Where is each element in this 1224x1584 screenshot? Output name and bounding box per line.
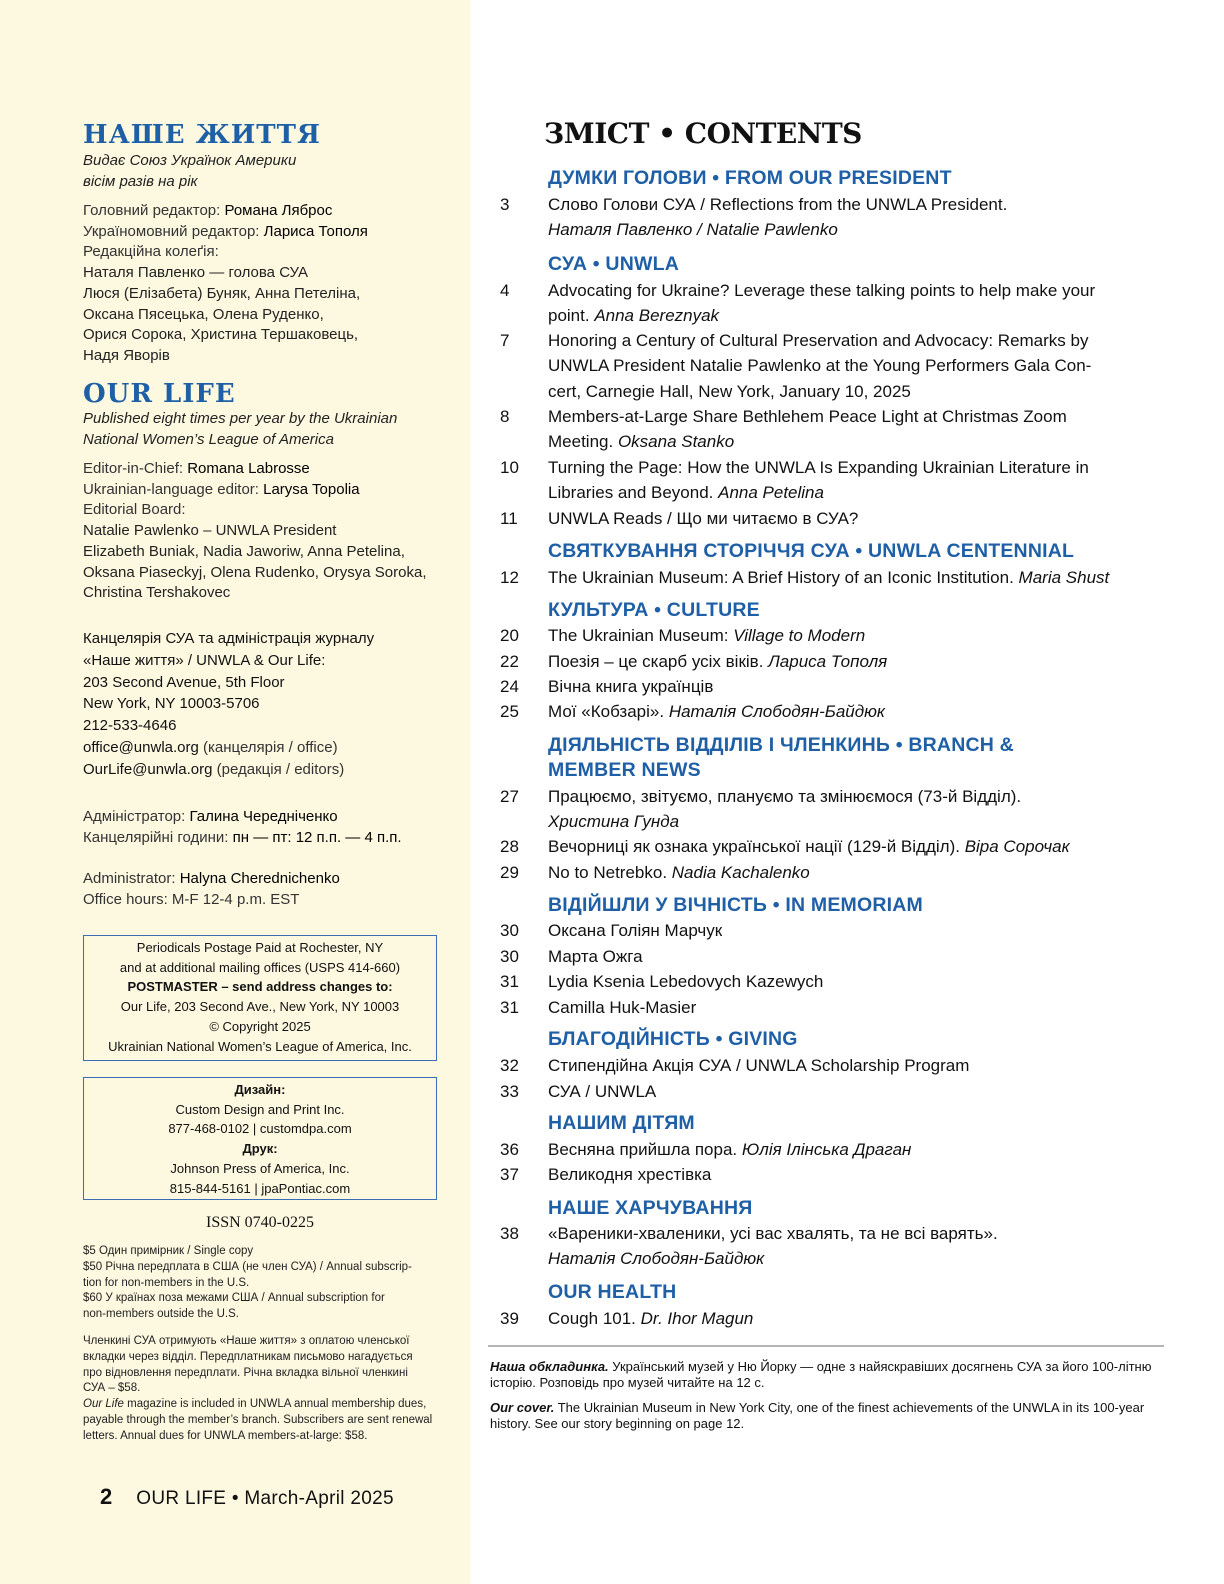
section-heading: [548, 1111, 1108, 1136]
email-ourlife-link[interactable]: OurLife@unwla.org: [83, 760, 213, 778]
email-office-row: [83, 737, 463, 759]
section-heading-line: БЛАГОДІЙНІСТЬ • GIVING: [548, 1028, 798, 1050]
design-print-box: [83, 1077, 437, 1200]
tagline-line: Published eight times per year by the Ukrainian: [83, 410, 398, 427]
toc-entry[interactable]: [500, 1053, 1140, 1078]
toc-page-number: 24: [500, 677, 519, 696]
section-heading: [548, 252, 1108, 277]
staff-label: Україномовний редактор:: [83, 222, 264, 240]
toc-title-text: Весняна прийшла пора.: [548, 1140, 742, 1159]
address-line: Канцелярія СУА та адміністрація журналу: [83, 630, 375, 647]
toc-entry-line: [548, 834, 1138, 859]
email-office-note: (канцелярія / office): [198, 738, 338, 756]
section-heading: [548, 733, 1108, 783]
membership-note: [83, 1334, 435, 1445]
toc-entry-title: [548, 455, 1138, 506]
toc-entry-line: [548, 944, 1138, 969]
toc-entry-title: [548, 674, 1138, 699]
section-heading: [548, 539, 1108, 564]
note-line: letters. Annual dues for UNWLA members-at-large: $58.: [83, 1429, 368, 1442]
board-member: Люся (Елізабета) Буняк, Анна Петеліна,: [83, 284, 361, 302]
toc-title-text: No to Netrebko.: [548, 863, 672, 882]
toc-author: Oksana Stanko: [617, 432, 735, 452]
print-label: Друк:: [242, 1141, 278, 1157]
toc-entry-line: [548, 674, 1138, 699]
toc-entry-title: [548, 918, 1138, 943]
masthead-sidebar: [0, 0, 470, 1584]
administrator-ua: [83, 807, 463, 848]
toc-page-number: 7: [500, 331, 510, 350]
postage-line: Our Life, 203 Second Ave., New York, NY 10003: [120, 999, 400, 1015]
running-head: OUR LIFE • March-April 2025: [136, 1488, 394, 1509]
price-line: non-members outside the U.S.: [83, 1308, 239, 1321]
note-line: [83, 1397, 435, 1413]
design-contact: 877-468-0102 | customdpa.com: [168, 1121, 352, 1137]
cover-note-ua: [490, 1359, 1170, 1391]
toc-page-number: 37: [500, 1165, 519, 1184]
staff-row: [83, 222, 463, 243]
toc-page-number: 29: [500, 863, 519, 882]
toc-entry-line: [548, 192, 1138, 217]
staff-value: Larysa Topolia: [263, 480, 360, 498]
staff-label: Editor-in-Chief:: [83, 460, 188, 477]
staff-row: [83, 500, 463, 521]
postage-box: [83, 935, 437, 1061]
section-heading: [548, 1280, 1108, 1305]
section-heading-line: ДІЯЛЬНІСТЬ ВІДДІЛІВ І ЧЛЕНКИНЬ • BRANCH &: [548, 734, 1014, 756]
toc-title-text: Lydia Ksenia Lebedovych Kazewych: [548, 972, 824, 991]
toc-page-number: 4: [500, 281, 510, 300]
staff-label: Ukrainian-language editor:: [83, 480, 264, 498]
toc-entry-line: [548, 809, 1138, 834]
toc-entry-line: [548, 1162, 1138, 1187]
toc-entry[interactable]: [500, 969, 1140, 994]
toc-entry[interactable]: [500, 1162, 1140, 1187]
price-line: $60 У країнах поза межами США / Annual subscription for: [83, 1292, 385, 1305]
toc-title-text: UNWLA Reads / Що ми читаємо в СУА?: [548, 509, 859, 528]
toc-entry-line: [548, 1079, 1138, 1104]
toc-entry-line: [548, 969, 1138, 994]
toc-title-text: Advocating for Ukraine? Leverage these talking points to help make your: [548, 281, 1096, 300]
toc-entry-line: [548, 429, 1138, 454]
page-number: 2: [100, 1484, 113, 1509]
toc-entry[interactable]: [500, 834, 1140, 859]
toc-entry-line: [548, 303, 1138, 328]
toc-title-text: Слово Голови СУА / Reflections from the UNWLA President.: [548, 195, 1008, 214]
toc-title-text: Meeting.: [548, 432, 618, 452]
toc-title-text: UNWLA President Natalie Pawlenko at the Young Performers Gala Con-: [548, 356, 1092, 376]
toc-entry[interactable]: [500, 328, 1140, 404]
board-member: Natalie Pawlenko – UNWLA President: [83, 522, 337, 540]
toc-title-text: «Вареники-хваленики, усі вас хвалять, та не всі варять».: [548, 1224, 998, 1243]
price-line: $50 Річна передплата в США (не член СУА) / Annual subscrip-: [83, 1260, 412, 1273]
section-heading: [548, 1027, 1108, 1052]
toc-entry[interactable]: [500, 699, 1140, 724]
price-line: $5 Один примірник / Single copy: [83, 1245, 254, 1257]
postage-line: Periodicals Postage Paid at Rochester, NY: [136, 940, 384, 955]
office-address: [83, 628, 463, 781]
toc-page-number: 10: [500, 458, 519, 477]
toc-title-text: cert, Carnegie Hall, New York, January 10, 2025: [548, 381, 911, 401]
toc-author: Anna Bereznyak: [594, 306, 720, 326]
toc-entry-title: [548, 944, 1138, 969]
toc-page-number: 38: [500, 1224, 519, 1243]
admin-row: [83, 869, 463, 890]
cover-text-ua: Український музей у Ню Йорку — одне з найяскравіших досягнень СУА за його 100-літню історію. Розповідь про музей читайте на 12 с.: [490, 1359, 1152, 1390]
section-heading-line: ВІДІЙШЛИ У ВІЧНІСТЬ • IN MEMORIAM: [548, 894, 923, 916]
issn: ISSN 0740-0225: [205, 1214, 314, 1231]
toc-author: Віра Сорочак: [964, 837, 1070, 856]
magazine-name: Our Life: [83, 1398, 124, 1411]
toc-author: Dr. Ihor Magun: [640, 1309, 754, 1328]
design-label: Дизайн:: [234, 1082, 286, 1097]
toc-entry-line: [548, 455, 1138, 480]
toc-author: Anna Petelina: [718, 483, 824, 503]
toc-entry-line: [548, 995, 1138, 1020]
toc-title-text: The Ukrainian Museum:: [548, 626, 734, 645]
toc-entry-title: [548, 1162, 1138, 1187]
administrator-en: [83, 869, 463, 910]
toc-page-number: 20: [500, 626, 519, 645]
tagline-ua: [83, 150, 443, 192]
toc-entry[interactable]: [500, 995, 1140, 1020]
note-line: вкладки через відділ. Передплатникам письмово нагадується: [83, 1350, 413, 1363]
price-line: tion for non-members in the U.S.: [83, 1276, 250, 1289]
toc-entry-title: [548, 1306, 1138, 1331]
note-line: Членкині СУА отримують «Наше життя» з оплатою членської: [83, 1335, 410, 1347]
toc-page-number: 25: [500, 702, 519, 721]
toc-author: Христина Гунда: [548, 812, 680, 832]
print-contact: 815-844-5161 | jpaPontiac.com: [169, 1180, 351, 1196]
toc-page-number: 22: [500, 652, 519, 671]
toc-entry-line: [548, 404, 1138, 429]
staff-row: [83, 480, 463, 501]
toc-page-number: 32: [500, 1056, 519, 1075]
toc-entry-title: [548, 565, 1138, 590]
toc-author: Наталія Слободян-Байдюк: [548, 1249, 765, 1269]
toc-entry-line: [548, 353, 1138, 378]
masthead-title-en: OUR LIFE: [83, 379, 236, 409]
staff-value: Romana Labrosse: [187, 460, 310, 477]
board-member: Christina Tershakovec: [83, 584, 231, 602]
toc-entry-line: [548, 699, 1138, 724]
toc-page-number: 27: [500, 787, 519, 806]
copyright-line: © Copyright 2025: [209, 1018, 311, 1034]
toc-title-text: Поезія – це скарб усіх віків.: [548, 652, 769, 671]
board-member: Оксана Пясецька, Олена Руденко,: [83, 305, 324, 323]
toc-entry-title: [548, 623, 1138, 648]
cover-note-en: [490, 1400, 1170, 1432]
design-company: Custom Design and Print Inc.: [175, 1101, 345, 1117]
toc-entry-line: [548, 217, 1138, 242]
postage-line: Ukrainian National Women’s League of America, Inc.: [108, 1038, 412, 1054]
toc-entry[interactable]: [500, 1221, 1140, 1272]
toc-entry[interactable]: [500, 1079, 1140, 1104]
toc-entry-line: [548, 379, 1138, 404]
hours-label: Канцелярійні години:: [83, 828, 233, 846]
toc-entry-line: [548, 328, 1138, 353]
toc-entry-line: [548, 565, 1138, 590]
staff-value: Лариса Тополя: [263, 222, 368, 240]
toc-page-number: 12: [500, 568, 519, 587]
toc-page-number: 3: [500, 195, 510, 214]
toc-entry[interactable]: [500, 278, 1140, 329]
hours-value: пн — пт: 12 п.п. — 4 п.п.: [232, 828, 402, 846]
toc-entry-title: [548, 969, 1138, 994]
section-heading: [548, 166, 1108, 191]
toc-entry-title: [548, 192, 1138, 243]
toc-title-text: Мої «Кобзарі».: [548, 702, 669, 721]
section-heading-line: OUR HEALTH: [548, 1281, 677, 1303]
address-line: «Наше життя» / UNWLA & Our Life:: [83, 651, 326, 669]
toc-page-number: 30: [500, 947, 519, 966]
toc-entry-title: [548, 784, 1138, 835]
cover-text-en: The Ukrainian Museum in New York City, one of the finest achievements of the UNWLA in its 100-year history. See our story beginning on page 12.: [490, 1400, 1145, 1431]
toc-page-number: 30: [500, 921, 519, 940]
toc-title-text: Марта Ожга: [548, 947, 643, 966]
toc-entry-title: [548, 278, 1138, 329]
section-heading-line: ДУМКИ ГОЛОВИ • FROM OUR PRESIDENT: [548, 167, 952, 189]
toc-entry-line: [548, 1053, 1138, 1078]
board-member: Oksana Piaseckyj, Olena Rudenko, Orysya Soroka,: [83, 563, 427, 581]
toc-entry-line: [548, 860, 1138, 885]
toc-entry[interactable]: [500, 1137, 1140, 1162]
note-line: payable through the member’s branch. Subscribers are sent renewal: [83, 1413, 433, 1426]
toc-entry-title: [548, 1079, 1138, 1104]
toc-title-text: The Ukrainian Museum: A Brief History of an Iconic Institution.: [548, 568, 1019, 587]
toc-title-text: Вічна книга українців: [548, 677, 714, 696]
toc-entry[interactable]: [500, 918, 1140, 943]
toc-entry-line: [548, 1306, 1138, 1331]
toc-entry-line: [548, 918, 1138, 943]
tagline-en: [83, 408, 443, 450]
toc-entry-line: [548, 649, 1138, 674]
toc-title-text: Оксана Голіян Марчук: [548, 921, 723, 940]
address-line: 203 Second Avenue, 5th Floor: [83, 673, 285, 691]
toc-title-text: Великодня хрестівка: [548, 1165, 712, 1184]
email-office-link[interactable]: office@unwla.org: [83, 738, 199, 756]
toc-title-text: Members-at-Large Share Bethlehem Peace Light at Christmas Zoom: [548, 407, 1067, 426]
toc-entry-line: [548, 480, 1138, 505]
toc-title-text: Turning the Page: How the UNWLA Is Expanding Ukrainian Literature in: [548, 458, 1089, 477]
section-heading-line: КУЛЬТУРА • CULTURE: [548, 599, 760, 621]
print-company: Johnson Press of America, Inc.: [170, 1160, 350, 1176]
section-heading-line: НАШЕ ХАРЧУВАННЯ: [548, 1197, 753, 1219]
toc-author: Наталія Слободян-Байдюк: [668, 702, 885, 721]
toc-entry[interactable]: [500, 404, 1140, 455]
section-heading-line: НАШИМ ДІТЯМ: [548, 1112, 695, 1134]
toc-entry[interactable]: [500, 455, 1140, 506]
admin-value: Halyna Cherednichenko: [179, 870, 340, 887]
staff-label: Editorial Board:: [83, 501, 186, 519]
board-member: Орися Сорока, Христина Тершаковець,: [83, 326, 359, 344]
toc-entry-line: [548, 1221, 1138, 1246]
page-footer: [100, 1484, 394, 1510]
toc-entry-title: [548, 404, 1138, 455]
phone-number: 212-533-4646: [83, 717, 177, 735]
admin-label: Administrator:: [83, 870, 180, 887]
toc-entry-title: [548, 1137, 1138, 1162]
tagline-line: National Women’s League of America: [83, 431, 334, 448]
masthead-title-ua: НАШЕ ЖИТТЯ: [83, 120, 321, 150]
toc-entry-title: [548, 328, 1138, 404]
tagline-line: вісім разів на рік: [83, 173, 198, 190]
toc-page-number: 36: [500, 1140, 519, 1159]
admin-value: Галина Чередніченко: [189, 808, 338, 825]
toc-page-number: 11: [500, 509, 518, 528]
note-line: СУА – $58.: [83, 1382, 141, 1395]
hours-row: [83, 828, 463, 849]
toc-page-number: 31: [500, 972, 519, 991]
toc-entry-title: [548, 649, 1138, 674]
board-member: Наталя Павленко — голова СУА: [83, 264, 309, 282]
toc-title-text: СУА / UNWLA: [548, 1082, 657, 1101]
subscription-prices: [83, 1244, 435, 1323]
toc-entry[interactable]: [500, 944, 1140, 969]
toc-entry-title: [548, 506, 1138, 531]
toc-title-text: Працюємо, звітуємо, плануємо та змінюємося (73-й Відділ).: [548, 787, 1022, 806]
toc-entry-line: [548, 623, 1138, 648]
toc-entry-title: [548, 834, 1138, 859]
address-line: New York, NY 10003-5706: [83, 695, 260, 713]
toc-entry[interactable]: [500, 649, 1140, 674]
board-member: Надя Яворів: [83, 346, 170, 364]
postmaster-line: POSTMASTER – send address changes to:: [127, 979, 393, 995]
section-heading-line: СВЯТКУВАННЯ СТОРІЧЧЯ СУА • UNWLA CENTENNIAL: [548, 540, 1075, 562]
toc-entry[interactable]: [500, 506, 1140, 531]
toc-entry-line: [548, 784, 1138, 809]
note-text: magazine is included in UNWLA annual membership dues,: [123, 1398, 427, 1411]
hours-row: Office hours: M-F 12-4 p.m. EST: [83, 890, 300, 908]
staff-row: [83, 242, 463, 263]
toc-page-number: 28: [500, 837, 519, 856]
toc-entry[interactable]: [500, 674, 1140, 699]
toc-entry-line: [548, 278, 1138, 303]
staff-label: Головний редактор:: [83, 202, 225, 219]
section-heading-line: MEMBER NEWS: [548, 759, 701, 781]
postage-line: and at additional mailing offices (USPS 414-660): [119, 959, 401, 975]
toc-entry-line: [548, 1137, 1138, 1162]
section-heading: [548, 893, 1108, 918]
toc-entry-title: [548, 1053, 1138, 1078]
toc-entry-title: [548, 1221, 1138, 1272]
section-heading: [548, 1196, 1108, 1221]
cover-label-ua: Наша обкладинка.: [490, 1359, 609, 1374]
email-ourlife-note: (редакція / editors): [212, 760, 345, 778]
staff-ua: [83, 201, 463, 367]
toc-page-number: 39: [500, 1309, 519, 1328]
toc-author: Наталя Павленко / Natalie Pawlenko: [548, 220, 838, 240]
note-line: про відновлення передплати. Річна вкладка вільної членкині: [83, 1366, 408, 1379]
board-member: Elizabeth Buniak, Nadia Jaworiw, Anna Petelina,: [83, 542, 405, 560]
toc-entry[interactable]: [500, 192, 1140, 243]
toc-title-text: Cough 101.: [548, 1309, 641, 1328]
toc-title-text: Honoring a Century of Cultural Preservation and Advocacy: Remarks by: [548, 331, 1089, 350]
toc-title-text: Стипендійна Акція СУА / UNWLA Scholarship Program: [548, 1056, 970, 1075]
staff-label: Редакційна колеґія:: [83, 243, 219, 261]
toc-page-number: 33: [500, 1082, 519, 1101]
cover-label-en: Our cover.: [490, 1400, 555, 1415]
toc-author: Village to Modern: [733, 626, 866, 645]
toc-page-number: 8: [500, 407, 510, 426]
toc-entry[interactable]: [500, 623, 1140, 648]
admin-row: [83, 807, 463, 828]
email-ourlife-row: [83, 759, 463, 781]
section-heading-line: СУА • UNWLA: [548, 253, 679, 275]
toc-entry-title: [548, 995, 1138, 1020]
toc-author: Юлія Ілінська Драган: [741, 1140, 912, 1159]
staff-row: [83, 459, 463, 480]
toc-entry-line: [548, 1246, 1138, 1271]
tagline-line: Видає Союз Українок Америки: [83, 152, 297, 169]
toc-title-text: Вечорниці як ознака української нації (129-й Відділ).: [548, 837, 965, 856]
toc-title-text: Camilla Huk-Masier: [548, 998, 697, 1017]
toc-title-text: Libraries and Beyond.: [548, 483, 719, 503]
staff-value: Романа Ляброс: [224, 202, 333, 219]
toc-author: Maria Shust: [1018, 568, 1110, 587]
toc-page-number: 31: [500, 998, 519, 1017]
toc-author: Nadia Kachalenko: [671, 863, 810, 882]
toc-entry[interactable]: [500, 860, 1140, 885]
toc-title-text: point.: [548, 306, 595, 326]
staff-row: [83, 201, 463, 222]
admin-label: Адміністратор:: [83, 808, 190, 825]
contents-title: ЗМІСТ • CONTENTS: [544, 117, 862, 150]
toc-entry-line: [548, 506, 1138, 531]
toc-entry[interactable]: [500, 1306, 1140, 1331]
toc-entry[interactable]: [500, 784, 1140, 835]
divider: [488, 1345, 1164, 1347]
section-heading: [548, 598, 1108, 623]
toc-entry-title: [548, 699, 1138, 724]
toc-entry[interactable]: [500, 565, 1140, 590]
toc-author: Лариса Тополя: [768, 652, 888, 671]
staff-en: [83, 459, 463, 604]
toc-entry-title: [548, 860, 1138, 885]
